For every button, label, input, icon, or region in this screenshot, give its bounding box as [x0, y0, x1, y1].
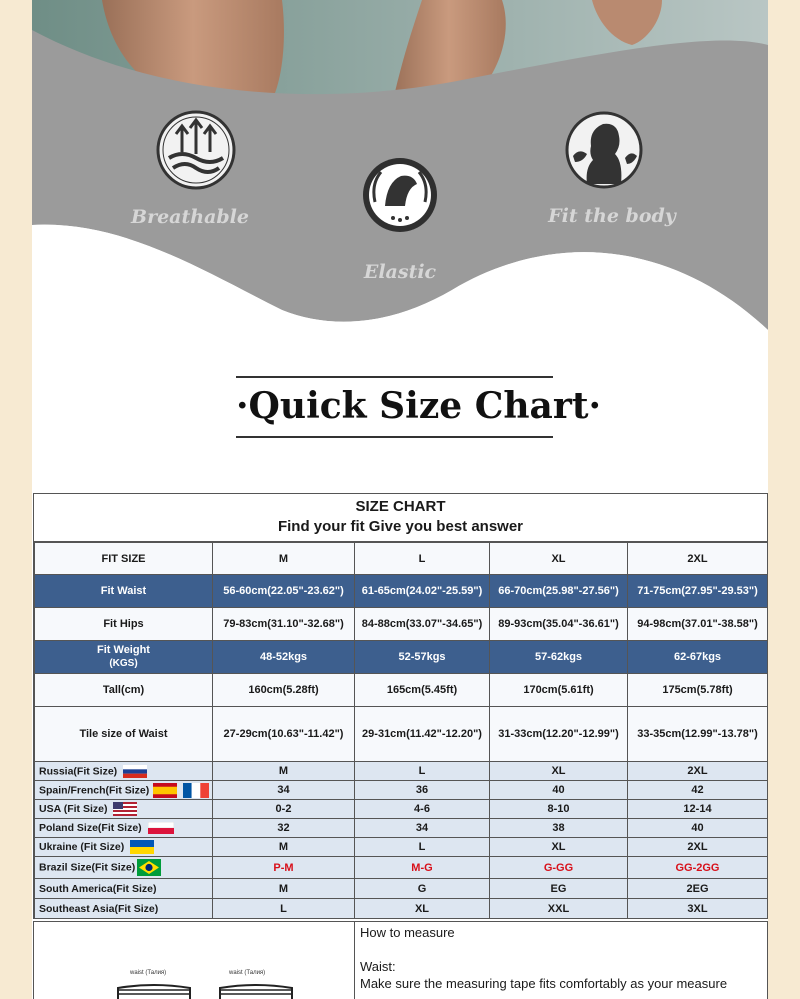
- table-cell: XL: [490, 838, 628, 857]
- underwear-outline-icon: [114, 980, 334, 999]
- spain-flag-icon: [153, 783, 177, 798]
- country-label: South America(Fit Size): [35, 879, 213, 899]
- table-cell: G: [355, 879, 490, 899]
- table-cell: 89-93cm(35.04"-36.61"): [490, 608, 628, 641]
- table-cell: 94-98cm(37.01"-38.58"): [628, 608, 768, 641]
- waist-tag-label: waist (Талия): [130, 970, 167, 976]
- table-cell: 170cm(5.61ft): [490, 674, 628, 707]
- country-label: [35, 819, 213, 838]
- product-page: [32, 0, 768, 999]
- table-cell: 31-33cm(12.20"-12.99"): [490, 707, 628, 762]
- country-name: USA (Fit Size): [39, 802, 108, 815]
- table-cell: GG-2GG: [628, 857, 768, 879]
- table-cell: 27-29cm(10.63"-11.42"): [213, 707, 355, 762]
- poland-flag-icon: [148, 822, 174, 834]
- table-cell: G-GG: [490, 857, 628, 879]
- table-cell: 40: [628, 819, 768, 838]
- feature-elastic-label: Elastic: [363, 261, 437, 283]
- hero-banner: [32, 0, 768, 340]
- size-chart-header: [34, 494, 767, 542]
- table-cell: 32: [213, 819, 355, 838]
- measure-title: How to measure: [360, 925, 455, 940]
- table-cell: P-M: [213, 857, 355, 879]
- table-cell: XL: [490, 762, 628, 781]
- table-header-row: [35, 543, 768, 575]
- table-cell: 12-14: [628, 800, 768, 819]
- table-row: [35, 674, 768, 707]
- row-label: [35, 641, 213, 674]
- country-name: Russia(Fit Size): [39, 764, 118, 777]
- waist-label: Waist:: [360, 959, 396, 974]
- ukraine-flag-icon: [130, 840, 154, 854]
- table-cell: 48-52kgs: [213, 641, 355, 674]
- table-cell: 33-35cm(12.99"-13.78"): [628, 707, 768, 762]
- table-cell: 2EG: [628, 879, 768, 899]
- table-cell: M: [213, 762, 355, 781]
- table-cell: 38: [490, 819, 628, 838]
- how-to-measure-section: [33, 921, 768, 999]
- table-cell: 29-31cm(11.42"-12.20"): [355, 707, 490, 762]
- table-cell: 165cm(5.45ft): [355, 674, 490, 707]
- country-name: Spain/French(Fit Size): [39, 783, 150, 796]
- intl-row-usa: [35, 800, 768, 819]
- feature-breathable-label: Breathable: [131, 206, 249, 228]
- table-cell: M-G: [355, 857, 490, 879]
- size-chart-title: SIZE CHART: [355, 498, 446, 515]
- table-cell: M: [213, 879, 355, 899]
- quick-size-chart-heading: [236, 376, 601, 438]
- table-cell: 2XL: [628, 838, 768, 857]
- row-label: Tile size of Waist: [35, 707, 213, 762]
- russia-flag-icon: [123, 765, 147, 778]
- header-cell: 2XL: [628, 543, 768, 575]
- feature-fit-body-label: Fit the body: [548, 205, 676, 227]
- table-cell: XL: [355, 899, 490, 919]
- table-cell: 160cm(5.28ft): [213, 674, 355, 707]
- row-label-unit: (KGS): [109, 658, 138, 669]
- table-row: [35, 641, 768, 674]
- brazil-flag-icon: [137, 859, 161, 876]
- row-label-text: Fit Weight: [97, 644, 150, 656]
- country-label: [35, 857, 213, 879]
- table-cell: XXL: [490, 899, 628, 919]
- measure-instructions: [360, 924, 760, 992]
- spacer: [360, 941, 760, 958]
- table-cell: 42: [628, 781, 768, 800]
- country-name: Poland Size(Fit Size): [39, 821, 142, 834]
- table-cell: L: [213, 899, 355, 919]
- measure-illustration: [34, 922, 355, 999]
- table-cell: 36: [355, 781, 490, 800]
- table-cell: 52-57kgs: [355, 641, 490, 674]
- table-cell: 79-83cm(31.10"-32.68"): [213, 608, 355, 641]
- table-cell: L: [355, 838, 490, 857]
- table-cell: EG: [490, 879, 628, 899]
- table-cell: 34: [213, 781, 355, 800]
- intl-row-russia: [35, 762, 768, 781]
- country-name: Ukraine (Fit Size): [39, 840, 125, 853]
- row-label: Tall(cm): [35, 674, 213, 707]
- table-row: [35, 575, 768, 608]
- table-cell: 3XL: [628, 899, 768, 919]
- breathable-icon: [155, 110, 237, 190]
- size-chart-subtitle: Find your fit Give you best answer: [277, 518, 524, 535]
- country-label: [35, 800, 213, 819]
- intl-row-southeast-asia: [35, 899, 768, 919]
- waist-instruction: Make sure the measuring tape fits comfortably as your measure: [360, 976, 728, 991]
- fit-body-icon: [565, 110, 643, 190]
- header-cell: M: [213, 543, 355, 575]
- table-row: [35, 707, 768, 762]
- country-label: [35, 762, 213, 781]
- intl-row-brazil: [35, 857, 768, 879]
- table-cell: 66-70cm(25.98"-27.56"): [490, 575, 628, 608]
- usa-flag-icon: [113, 802, 137, 816]
- waist-tag-label: waist (Талия): [229, 970, 266, 976]
- intl-row-spain-france: [35, 781, 768, 800]
- table-cell: 0-2: [213, 800, 355, 819]
- table-cell: 71-75cm(27.95"-29.53"): [628, 575, 768, 608]
- table-cell: 61-65cm(24.02"-25.59"): [355, 575, 490, 608]
- table-cell: 40: [490, 781, 628, 800]
- row-label: Fit Waist: [35, 575, 213, 608]
- table-cell: L: [355, 762, 490, 781]
- table-cell: 2XL: [628, 762, 768, 781]
- country-label: Southeast Asia(Fit Size): [35, 899, 213, 919]
- table-cell: 84-88cm(33.07"-34.65"): [355, 608, 490, 641]
- table-row: [35, 608, 768, 641]
- table-cell: 56-60cm(22.05"-23.62"): [213, 575, 355, 608]
- table-cell: 8-10: [490, 800, 628, 819]
- size-chart: [33, 493, 768, 919]
- country-name: Brazil Size(Fit Size): [39, 861, 136, 874]
- country-label: [35, 838, 213, 857]
- table-cell: 57-62kgs: [490, 641, 628, 674]
- intl-row-poland: [35, 819, 768, 838]
- table-cell: 62-67kgs: [628, 641, 768, 674]
- table-cell: M: [213, 838, 355, 857]
- country-label: [35, 781, 213, 800]
- header-cell: L: [355, 543, 490, 575]
- size-table: [34, 542, 768, 919]
- row-label: Fit Hips: [35, 608, 213, 641]
- table-cell: 34: [355, 819, 490, 838]
- header-cell: FIT SIZE: [35, 543, 213, 575]
- intl-row-ukraine: [35, 838, 768, 857]
- table-cell: 4-6: [355, 800, 490, 819]
- elastic-icon: [361, 154, 439, 236]
- intl-row-south-america: [35, 879, 768, 899]
- header-cell: XL: [490, 543, 628, 575]
- table-cell: 175cm(5.78ft): [628, 674, 768, 707]
- france-flag-icon: [183, 783, 209, 798]
- page-title: ·Quick Size Chart·: [236, 385, 601, 427]
